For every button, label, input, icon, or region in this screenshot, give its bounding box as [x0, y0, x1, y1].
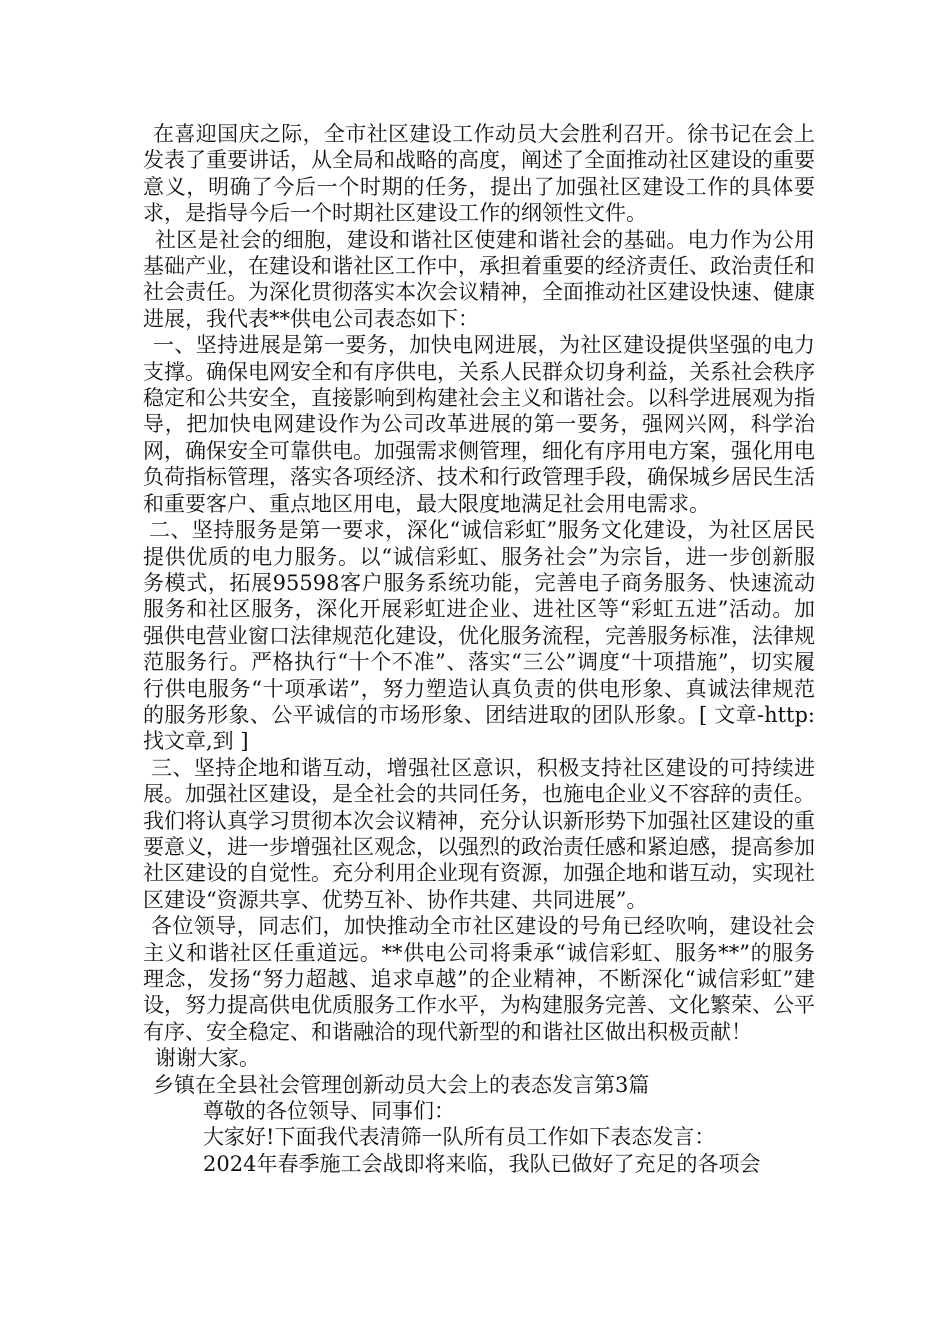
greeting: 大家好!下面我代表清筛一队所有员工作如下表态发言： [203, 1125, 716, 1150]
salutation: 尊敬的各位领导、同事们： [203, 1099, 455, 1124]
paragraph-point-one: 一、坚持进展是第一要务，加快电网进展，为社区建设提供坚强的电力支撑。确保电网安全和有序供电，关系人民群众切身利益，关系社会秩序稳定和公共安全，直接影响到构建社会主义和谐社会。以科学进展观为指导，把加快电网建设作为公司改革进展的第一要务，强网兴网，科学治网，确保安全可靠供电。加强需求侧管理，细化有序用电方案，强化用电负荷指标管理，落实各项经济、技术和行政管理手段，确保城乡居民生活和重要客户、重点地区用电，最大限度地满足社会用电需求。 [143, 333, 815, 516]
paragraph-thanks: 谢谢大家。 [155, 1046, 260, 1071]
paragraph-closing: 各位领导，同志们，加快推动全市社区建设的号角已经吹响，建设社会主义和谐社区任重道远。**供电公司将秉承“诚信彩虹、服务**”的服务理念，发扬“努力超越、追求卓越”的企业精神，不断深化“诚信彩虹”建设，努力提高供电优质服务工作水平，为构建服务完善、文化繁荣、公平有序、安全稳定、和谐融洽的现代新型的和谐社区做出积极贡献！ [143, 914, 815, 1044]
document-page [143, 121, 815, 1177]
section-title: 乡镇在全县社会管理创新动员大会上的表态发言第3篇 [153, 1072, 650, 1097]
paragraph-community: 社区是社会的细胞，建设和谐社区使建和谐社会的基础。电力作为公用基础产业，在建设和谐社区工作中，承担着重要的经济责任、政治责任和社会责任。为深化贯彻落实本次会议精神，全面推动社区建设快速、健康进展，我代表**供电公司表态如下： [143, 227, 815, 331]
paragraph-point-three: 三、坚持企地和谐互动，增强社区意识，积极支持社区建设的可持续进展。加强社区建设，是全社会的共同任务，也施电企业义不容辞的责任。我们将认真学习贯彻本次会议精神，充分认识新形势下加强社区建设的重要意义，进一步增强社区观念，以强烈的政治责任感和紧迫感，提高参加社区建设的自觉性。充分利用企业现有资源，加强企地和谐互动，实现社区建设“资源共享、优势互补、协作共建、共同进展”。 [143, 755, 815, 912]
last-line: 2024年春季施工会战即将来临，我队已做好了充足的各项会 [203, 1151, 761, 1176]
paragraph-opening: 在喜迎国庆之际，全市社区建设工作动员大会胜利召开。徐书记在会上发表了重要讲话，从全局和战略的高度，阐述了全面推动社区建设的重要意义，明确了今后一个时期的任务，提出了加强社区建设工作的具体要求，是指导今后一个时期社区建设工作的纲领性文件。 [143, 122, 815, 226]
paragraph-point-two: 二、坚持服务是第一要求，深化“诚信彩虹”服务文化建设，为社区居民提供优质的电力服务。以“诚信彩虹、服务社会”为宗旨，进一步创新服务模式，拓展95598客户服务系统功能，完善电子商务服务、快速流动服务和社区服务，深化开展彩虹进企业、进社区等“彩虹五进”活动。加强供电营业窗口法律规范化建设，优化服务流程，完善服务标准，法律规范服务行。严格执行“十个不准”、落实“三公”调度“十项措施”，切实履行供电服务“十项承诺”，努力塑造认真负责的供电形象、真诚法律规范的服务形象、公平诚信的市场形象、团结进取的团队形象。[ 文章-http: 找文章,到 ] [143, 518, 815, 754]
